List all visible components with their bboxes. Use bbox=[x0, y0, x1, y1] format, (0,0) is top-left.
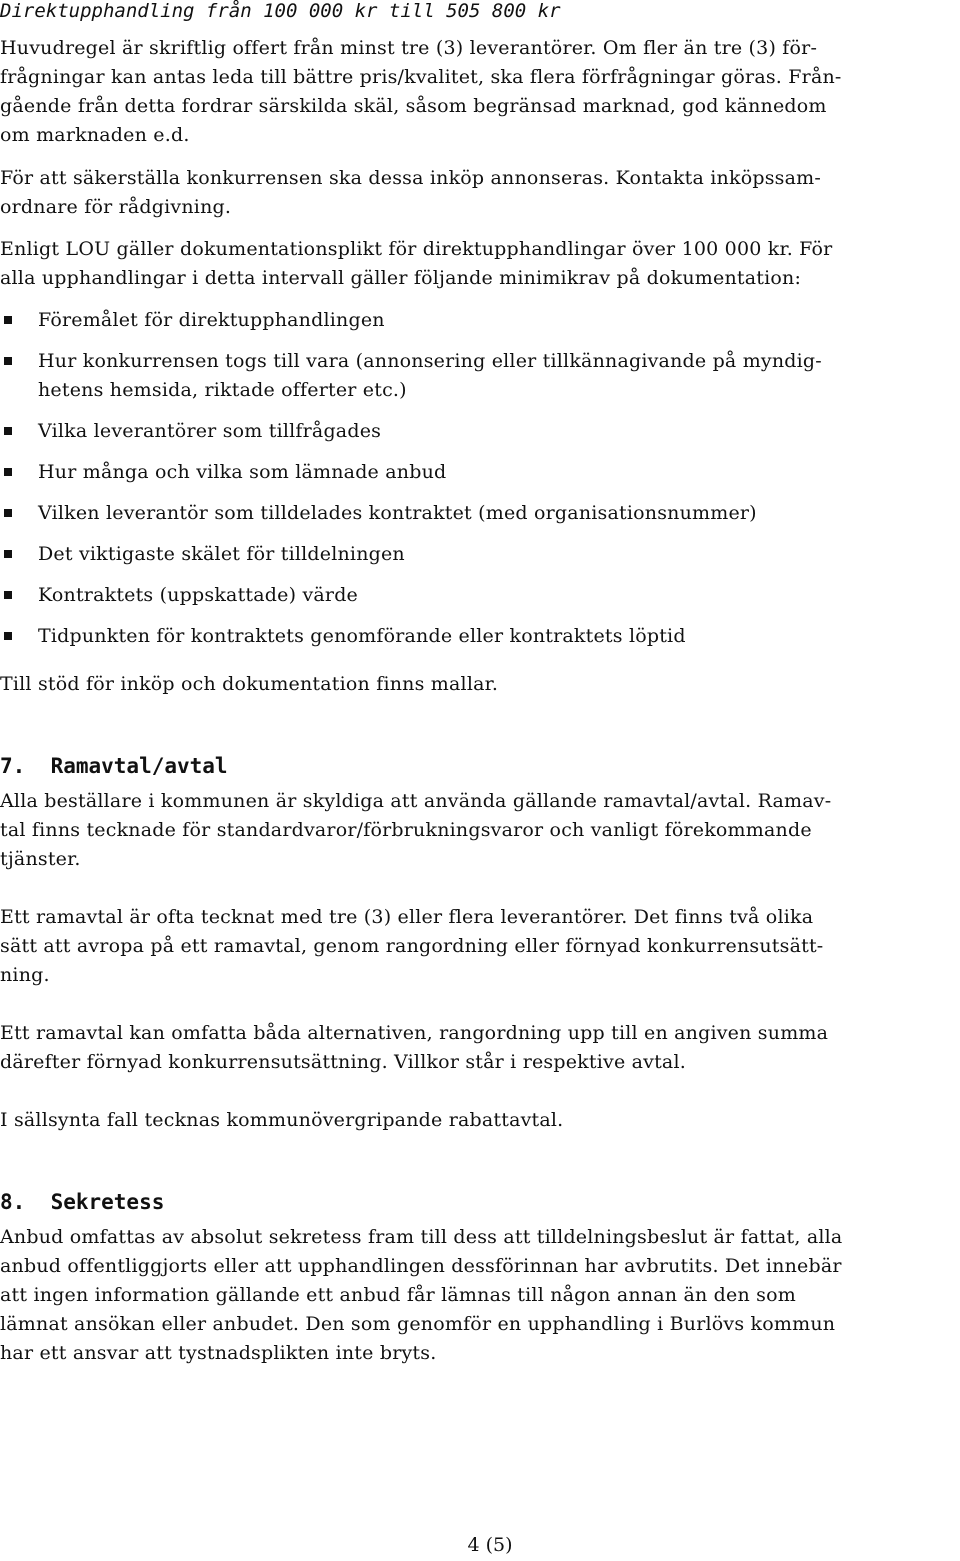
text-line: sätt att avropa på ett ramavtal, genom rangordning eller förnyad konkurrensutsätt- bbox=[0, 935, 824, 957]
list-item-text: Tidpunkten för kontraktets genomförande eller kontraktets löptid bbox=[38, 625, 686, 647]
text-line: att ingen information gällande ett anbud får lämnas till någon annan än den som bbox=[0, 1284, 796, 1306]
square-bullet-icon bbox=[4, 316, 12, 324]
square-bullet-icon bbox=[4, 468, 12, 476]
paragraph-sekretess bbox=[0, 1223, 960, 1368]
text-line: frågningar kan antas leda till bättre pris/kvalitet, ska flera förfrågningar göras. Från- bbox=[0, 66, 842, 88]
list-item bbox=[0, 499, 960, 528]
text-line: därefter förnyad konkurrensutsättning. Villkor står i respektive avtal. bbox=[0, 1051, 686, 1073]
text-line: Alla beställare i kommunen är skyldiga att använda gällande ramavtal/avtal. Ramav- bbox=[0, 790, 832, 812]
list-item-text: Hur många och vilka som lämnade anbud bbox=[38, 461, 447, 483]
text-line: Huvudregel är skriftlig offert från minst tre (3) leverantörer. Om fler än tre (3) för- bbox=[0, 37, 818, 59]
text-line: Ett ramavtal är ofta tecknat med tre (3) eller flera leverantörer. Det finns två olika bbox=[0, 906, 814, 928]
text-line: gående från detta fordrar särskilda skäl, såsom begränsad marknad, god kännedom bbox=[0, 95, 827, 117]
paragraph-offert-rule bbox=[0, 34, 960, 150]
list-item bbox=[0, 306, 960, 335]
list-item-text: Hur konkurrensen togs till vara (annonsering eller tillkännagivande på myndig- bbox=[38, 350, 822, 372]
list-item-text: Kontraktets (uppskattade) värde bbox=[38, 584, 358, 606]
section-heading-sekretess: 8. Sekretess bbox=[0, 1190, 165, 1214]
text-line: anbud offentliggjorts eller att upphandlingen dessförinnan har avbrutits. Det innebär bbox=[0, 1255, 842, 1277]
text-line: För att säkerställa konkurrensen ska dessa inköp annonseras. Kontakta inköpssam- bbox=[0, 167, 821, 189]
text-line: lämnat ansökan eller anbudet. Den som genomför en upphandling i Burlövs kommun bbox=[0, 1313, 836, 1335]
text-line: tal finns tecknade för standardvaror/förbrukningsvaror och vanligt förekommande bbox=[0, 819, 812, 841]
text-line: om marknaden e.d. bbox=[0, 124, 190, 146]
list-item bbox=[0, 458, 960, 487]
square-bullet-icon bbox=[4, 550, 12, 558]
list-item bbox=[0, 347, 960, 405]
list-item bbox=[0, 581, 960, 610]
paragraph-rabattavtal bbox=[0, 1106, 960, 1135]
list-item-text: Vilken leverantör som tilldelades kontraktet (med organisationsnummer) bbox=[38, 502, 757, 524]
text-line: Enligt LOU gäller dokumentationsplikt för direktupphandlingar över 100 000 kr. För bbox=[0, 238, 833, 260]
paragraph-templates bbox=[0, 670, 960, 699]
square-bullet-icon bbox=[4, 427, 12, 435]
text-line: I sällsynta fall tecknas kommunövergripande rabattavtal. bbox=[0, 1109, 564, 1131]
text-line: Anbud omfattas av absolut sekretess fram till dess att tilldelningsbeslut är fattat, alla bbox=[0, 1226, 843, 1248]
section-heading-ramavtal: 7. Ramavtal/avtal bbox=[0, 754, 228, 778]
list-item bbox=[0, 622, 960, 651]
paragraph-ramavtal-suppliers bbox=[0, 903, 960, 990]
square-bullet-icon bbox=[4, 632, 12, 640]
list-item-text: hetens hemsida, riktade offerter etc.) bbox=[38, 379, 407, 401]
paragraph-ramavtal-obligation bbox=[0, 787, 960, 874]
text-line: alla upphandlingar i detta intervall gäller följande minimikrav på dokumentation: bbox=[0, 267, 802, 289]
paragraph-documentation bbox=[0, 235, 960, 293]
list-item-text: Det viktigaste skälet för tilldelningen bbox=[38, 543, 405, 565]
square-bullet-icon bbox=[4, 357, 12, 365]
paragraph-ramavtal-alternatives bbox=[0, 1019, 960, 1077]
text-line: Ett ramavtal kan omfatta båda alternativen, rangordning upp till en angiven summa bbox=[0, 1022, 829, 1044]
list-item-text: Vilka leverantörer som tillfrågades bbox=[38, 420, 382, 442]
square-bullet-icon bbox=[4, 509, 12, 517]
text-line: har ett ansvar att tystnadsplikten inte bryts. bbox=[0, 1342, 437, 1364]
text-line: ordnare för rådgivning. bbox=[0, 196, 232, 218]
text-line: Till stöd för inköp och dokumentation finns mallar. bbox=[0, 673, 499, 695]
list-item bbox=[0, 417, 960, 446]
requirements-list bbox=[0, 306, 960, 663]
page-number: 4 (5) bbox=[467, 1534, 513, 1556]
paragraph-advertising bbox=[0, 164, 960, 222]
text-line: ning. bbox=[0, 964, 50, 986]
list-item bbox=[0, 540, 960, 569]
text-line: tjänster. bbox=[0, 848, 81, 870]
running-header: Direktupphandling från 100 000 kr till 505 800 kr bbox=[0, 0, 561, 22]
list-item-text: Föremålet för direktupphandlingen bbox=[38, 309, 385, 331]
square-bullet-icon bbox=[4, 591, 12, 599]
